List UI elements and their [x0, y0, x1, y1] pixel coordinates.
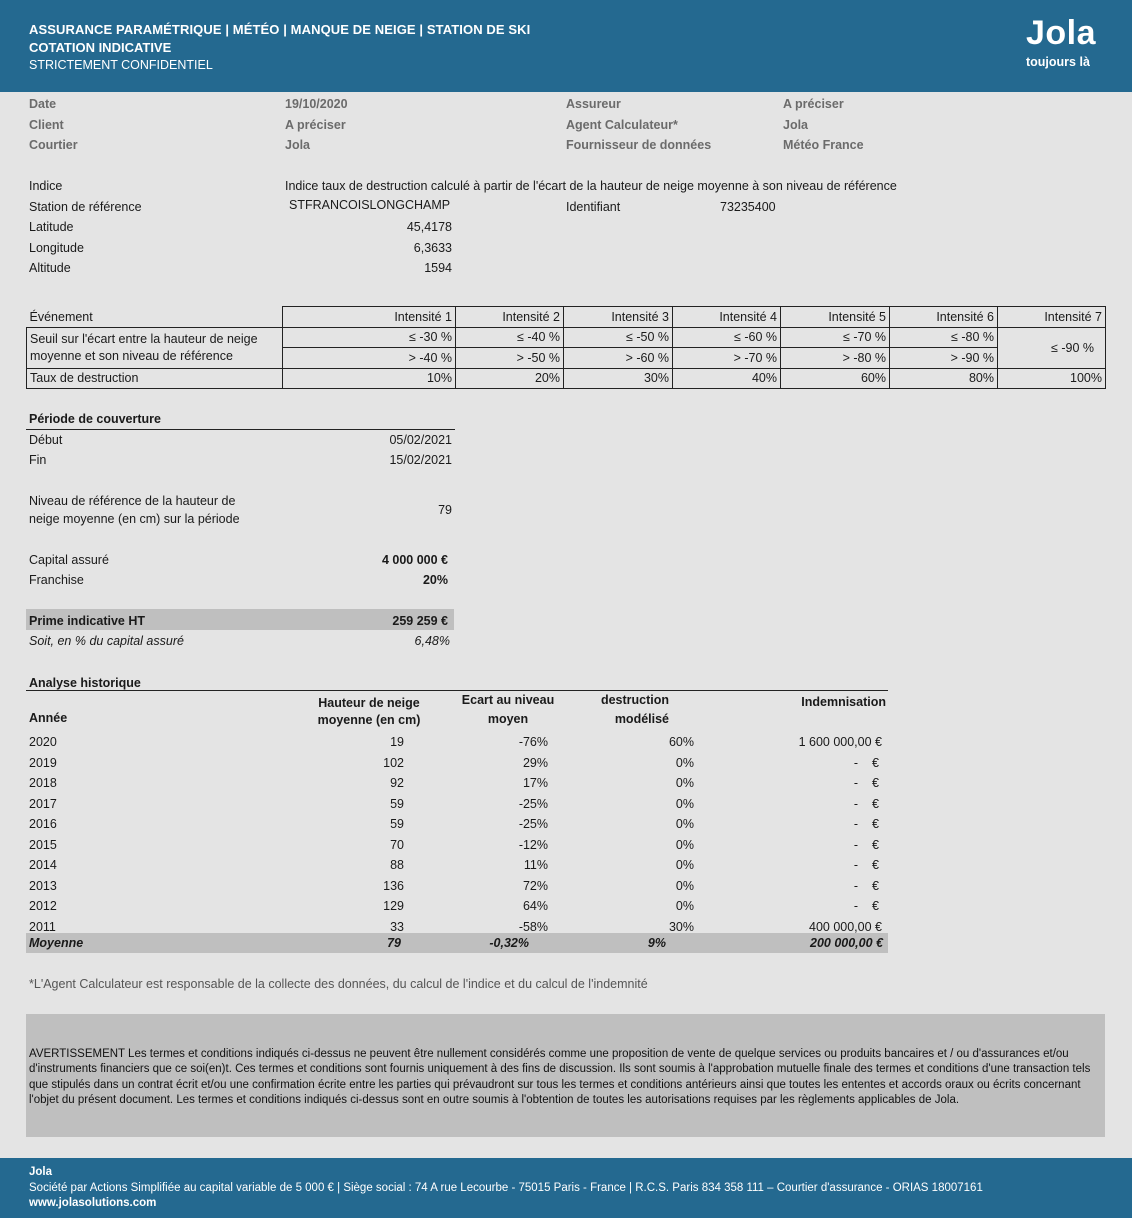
threshold-upper: ≤ -80 %	[890, 327, 998, 348]
station-value: STFRANCOISLONGCHAMP	[289, 198, 451, 212]
table-row	[26, 835, 888, 856]
history-dest: 60%	[668, 735, 694, 749]
coverage-title: Période de couverture	[29, 412, 161, 426]
disclaimer-box	[26, 1014, 1105, 1137]
history-year: 2016	[29, 817, 57, 831]
taux-label: Taux de destruction	[27, 368, 283, 389]
col-dest-header-line: destruction	[600, 693, 669, 707]
history-year: 2017	[29, 796, 57, 811]
history-indem: -	[853, 796, 858, 811]
niveau-label-line: Niveau de référence de la hauteur de	[29, 494, 236, 508]
identifiant-label: Identifiant	[566, 200, 621, 214]
franchise-value: 20%	[422, 573, 448, 587]
document-title: ASSURANCE PARAMÉTRIQUE | MÉTÉO | MANQUE DE NEIGE | STATION DE SKI	[29, 22, 531, 37]
history-ecart: 64%	[522, 899, 548, 913]
soit-value: 6,48%	[414, 634, 450, 648]
intensity-header: Intensité 3	[564, 307, 673, 328]
threshold-lower: > -70 %	[673, 348, 781, 369]
altitude-value: 1594	[424, 261, 452, 275]
debut-label: Début	[29, 433, 63, 447]
history-year: 2020	[29, 735, 57, 749]
history-indem: -	[853, 776, 858, 790]
history-ecart: -25%	[518, 796, 548, 811]
franchise-label: Franchise	[29, 573, 84, 587]
client-value: A préciser	[285, 118, 346, 132]
table-row	[26, 773, 888, 794]
latitude-value: 45,4178	[406, 220, 452, 234]
col-annee-header: Année	[29, 711, 68, 725]
history-indem-currency: €	[872, 837, 879, 852]
history-ecart: -58%	[518, 919, 548, 934]
mean-ecart: -0,32%	[489, 936, 529, 950]
intensity-header: Intensité 5	[781, 307, 890, 328]
history-indem-currency: €	[872, 776, 879, 790]
history-indem-currency: €	[872, 755, 879, 770]
threshold-lower: > -60 %	[564, 348, 673, 369]
history-ecart: -25%	[518, 817, 548, 831]
history-dest: 0%	[675, 776, 694, 790]
station-label: Station de référence	[29, 200, 142, 214]
threshold-upper: ≤ -50 %	[564, 327, 673, 348]
destruction-rate: 10%	[283, 368, 456, 389]
history-ecart: 11%	[523, 858, 548, 872]
fin-label: Fin	[29, 453, 47, 467]
coverage-divider	[26, 429, 455, 430]
jola-tagline: toujours là	[1026, 55, 1090, 69]
agent-note: *L'Agent Calculateur est responsable de la collecte des données, du calcul de l'indice et du calcul de l'indemnité	[29, 977, 648, 991]
fournisseur-value: Météo France	[783, 138, 864, 152]
history-dest: 0%	[675, 837, 694, 852]
niveau-label-line: neige moyenne (en cm) sur la période	[29, 511, 240, 526]
threshold-lower: > -40 %	[283, 348, 456, 369]
threshold-lower: > -90 %	[890, 348, 998, 369]
history-indem-currency: €	[872, 817, 879, 831]
disclaimer-text: AVERTISSEMENT Les termes et conditions indiqués ci-dessus ne peuvent être nullement considérés comme une proposition de vente de quelque services ou produits bancaires et / ou d'assurances et/ou d'instruments financiers que ce soi(en)t. Ces termes et conditions sont fournis uniquement à des fins de discussion. Ils sont soumis à l'approbation mutuelle finale des termes et conditions d'une transaction tels que stipulés dans un contrat écrit et/ou une confirmation écrite entre les parties qui prévaudront sur tous les termes et conditions antérieurs ainsi que toutes les ententes et accords oraux ou écrits concernant l'objet du présent document. Les termes et conditions indiqués ci-dessus sont en outre soumis à l'obtention de toutes les autorisations requises par les règlements applicables de Jola.	[29, 1048, 1091, 1106]
indice-label: Indice	[29, 179, 63, 193]
prime-value: 259 259 €	[392, 614, 448, 628]
col-ecart-header-line: moyen	[487, 712, 529, 726]
history-indem: -	[853, 755, 858, 770]
history-indem: -	[853, 817, 858, 831]
history-title: Analyse historique	[29, 676, 141, 690]
history-indem: 400 000,00 €	[809, 919, 882, 934]
niveau-label	[29, 493, 240, 528]
history-indem-currency: €	[872, 878, 879, 893]
mean-label: Moyenne	[29, 936, 84, 950]
table-row	[26, 814, 888, 835]
date-value: 19/10/2020	[285, 97, 348, 111]
col-dest-header-line: modélisé	[614, 712, 669, 726]
destruction-rate: 30%	[564, 368, 673, 389]
history-indem: -	[853, 858, 858, 872]
intensity-header: Intensité 6	[890, 307, 998, 328]
footer-legal: Société par Actions Simplifiée au capital variable de 5 000 € | Siège social : 74 A rue Lecourbe - 75015 Paris - France | R.C.S. Paris 834 358 111 – Courtier d'assurance - ORIAS 18007161	[29, 1182, 983, 1194]
destruction-rate: 80%	[890, 368, 998, 389]
history-indem: -	[853, 878, 858, 893]
col-ecart-header-line: Ecart au niveau	[461, 693, 555, 707]
footer	[0, 1158, 1132, 1218]
footer-website-link[interactable]: www.jolasolutions.com	[29, 1197, 157, 1209]
debut-value: 05/02/2021	[389, 433, 452, 447]
fin-value: 15/02/2021	[389, 453, 452, 467]
footer-company: Jola	[29, 1166, 53, 1178]
table-row	[26, 732, 888, 753]
destruction-rate: 20%	[456, 368, 564, 389]
history-indem-currency: €	[872, 796, 879, 811]
agent-value: Jola	[783, 118, 809, 132]
history-height: 70	[390, 837, 404, 852]
history-indem: -	[853, 899, 858, 913]
destruction-rate: 100%	[998, 368, 1106, 389]
longitude-value: 6,3633	[413, 241, 452, 255]
col-ecart-header	[448, 691, 568, 729]
longitude-label: Longitude	[29, 241, 84, 255]
col-hauteur-header-line: Hauteur de neige	[318, 696, 420, 710]
history-indem-currency: €	[872, 858, 879, 872]
history-height: 59	[390, 796, 404, 811]
courtier-label: Courtier	[29, 138, 78, 152]
mean-dest: 9%	[647, 936, 666, 950]
table-row	[26, 896, 888, 917]
history-year: 2018	[29, 776, 57, 790]
history-dest: 0%	[675, 796, 694, 811]
capital-value: 4 000 000 €	[381, 553, 448, 567]
threshold-upper: ≤ -40 %	[456, 327, 564, 348]
history-indem-currency: €	[872, 899, 879, 913]
col-hauteur-header	[299, 695, 439, 729]
intensity-header: Intensité 4	[673, 307, 781, 328]
indice-value: Indice taux de destruction calculé à partir de l'écart de la hauteur de neige moyenne à son niveau de référence	[285, 179, 897, 193]
history-ecart: 29%	[522, 755, 548, 770]
history-height: 19	[390, 735, 404, 749]
history-height: 129	[383, 899, 404, 913]
history-ecart: -12%	[518, 837, 548, 852]
event-threshold-table	[26, 306, 1106, 389]
history-year: 2019	[29, 755, 57, 770]
threshold-lower: > -50 %	[456, 348, 564, 369]
history-height: 59	[390, 817, 404, 831]
intensity-header: Intensité 7	[998, 307, 1106, 328]
destruction-rate: 60%	[781, 368, 890, 389]
prime-label: Prime indicative HT	[29, 614, 146, 628]
history-dest: 0%	[675, 858, 694, 872]
history-ecart: 17%	[522, 776, 548, 790]
confidentiality-notice: STRICTEMENT CONFIDENTIEL	[29, 58, 213, 72]
table-row	[26, 794, 888, 815]
date-label: Date	[29, 97, 57, 111]
capital-label: Capital assuré	[29, 553, 109, 567]
history-height: 88	[390, 858, 404, 872]
history-ecart: 72%	[522, 878, 548, 893]
history-year: 2014	[29, 858, 57, 872]
identifiant-value: 73235400	[720, 200, 776, 214]
history-dest: 0%	[675, 755, 694, 770]
col-hauteur-header-line: moyenne (en cm)	[317, 713, 421, 727]
mean-indem: 200 000,00 €	[810, 936, 883, 950]
history-dest: 30%	[668, 919, 694, 934]
history-year: 2011	[29, 919, 56, 934]
table-row	[26, 753, 888, 774]
threshold-upper: ≤ -30 %	[283, 327, 456, 348]
history-year: 2013	[29, 878, 57, 893]
client-label: Client	[29, 118, 64, 132]
document-subtitle: COTATION INDICATIVE	[29, 40, 172, 55]
altitude-label: Altitude	[29, 261, 71, 275]
seuil-label-line: moyenne et son niveau de référence	[30, 348, 233, 363]
history-dest: 0%	[675, 817, 694, 831]
intensity-header: Intensité 2	[456, 307, 564, 328]
history-height: 136	[383, 878, 404, 893]
history-year: 2012	[29, 899, 57, 913]
col-indem-header: Indemnisation	[801, 695, 886, 709]
courtier-value: Jola	[285, 138, 311, 152]
threshold-lower: > -80 %	[781, 348, 890, 369]
fournisseur-label: Fournisseur de données	[566, 138, 712, 152]
soit-label: Soit, en % du capital assuré	[29, 634, 184, 648]
table-row	[26, 876, 888, 897]
history-dest: 0%	[675, 899, 694, 913]
threshold-last: ≤ -90 %	[998, 327, 1106, 368]
jola-logo: Jola	[1026, 14, 1097, 52]
intensity-header: Intensité 1	[283, 307, 456, 328]
col-dest-header	[568, 691, 669, 729]
history-indem: 1 600 000,00 €	[798, 735, 882, 749]
history-height: 33	[390, 919, 404, 934]
seuil-label	[27, 327, 283, 368]
mean-row	[26, 933, 888, 954]
latitude-label: Latitude	[29, 220, 74, 234]
table-row	[26, 855, 888, 876]
header-banner	[0, 0, 1132, 92]
agent-label: Agent Calculateur*	[566, 118, 678, 132]
evenement-label: Événement	[27, 307, 283, 328]
seuil-label-line: Seuil sur l'écart entre la hauteur de neige	[30, 331, 258, 346]
mean-height: 79	[387, 936, 401, 950]
assureur-value: A préciser	[783, 97, 844, 111]
destruction-rate: 40%	[673, 368, 781, 389]
threshold-upper: ≤ -70 %	[781, 327, 890, 348]
niveau-value: 79	[438, 503, 452, 517]
history-height: 92	[390, 776, 404, 790]
assureur-label: Assureur	[566, 97, 621, 111]
history-dest: 0%	[675, 878, 694, 893]
history-indem: -	[853, 837, 858, 852]
history-year: 2015	[29, 837, 57, 852]
history-height: 102	[383, 755, 404, 770]
history-ecart: -76%	[518, 735, 548, 749]
threshold-upper: ≤ -60 %	[673, 327, 781, 348]
